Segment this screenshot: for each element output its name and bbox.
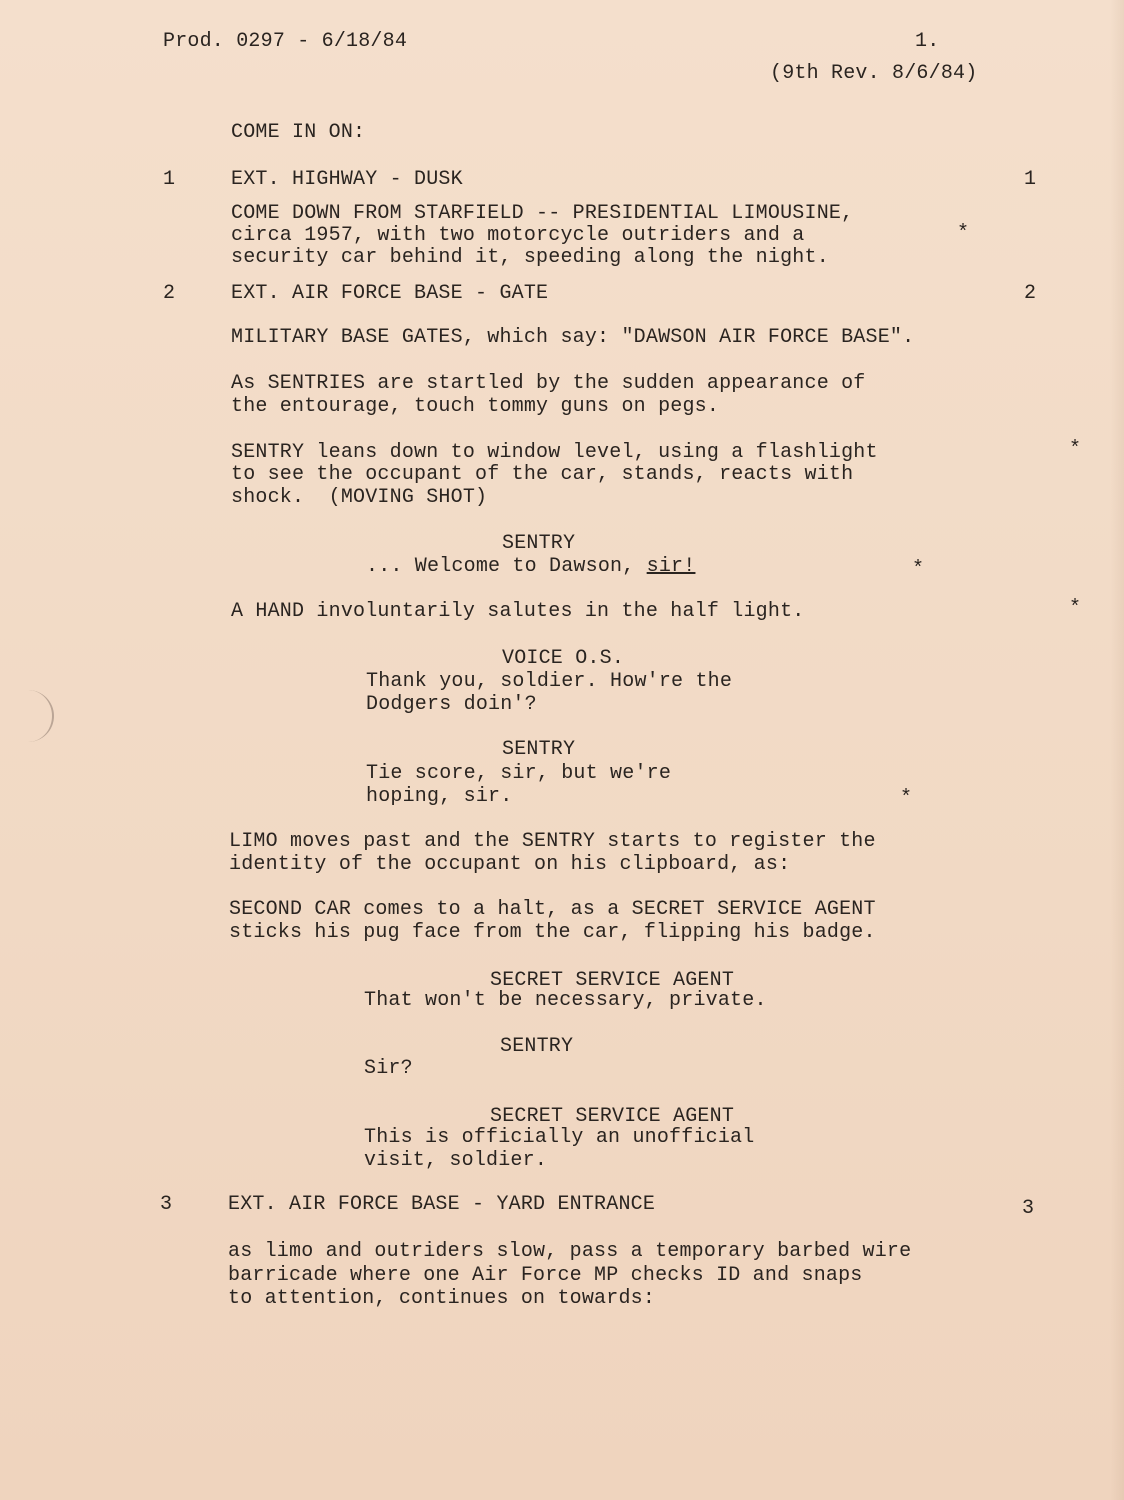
production-header: Prod. 0297 - 6/18/84 <box>163 30 408 53</box>
scene-heading: EXT. AIR FORCE BASE - GATE <box>231 282 549 305</box>
dialogue-line: hoping, sir. <box>366 785 513 808</box>
action-line: to attention, continues on towards: <box>228 1287 656 1310</box>
action-line: identity of the occupant on his clipboard, as: <box>229 853 791 876</box>
dialogue-line: This is officially an unofficial <box>364 1126 755 1149</box>
dialogue-line: That won't be necessary, private. <box>364 989 767 1012</box>
character-name: SENTRY <box>502 738 576 761</box>
dialogue-line: Thank you, soldier. How're the <box>366 670 733 693</box>
scene-number-left: 1 <box>163 168 176 191</box>
dialogue-text: ... Welcome to Dawson, <box>366 555 647 578</box>
action-line: SECOND CAR comes to a halt, as a SECRET SERVICE AGENT <box>229 898 876 921</box>
action-line: COME DOWN FROM STARFIELD -- PRESIDENTIAL LIMOUSINE, <box>231 202 854 225</box>
character-name: SENTRY <box>500 1035 574 1058</box>
page-edge-shadow <box>1110 0 1124 1500</box>
action-line: LIMO moves past and the SENTRY starts to register the <box>229 830 876 853</box>
action-line: A HAND involuntarily salutes in the half light. <box>231 600 805 623</box>
character-name: VOICE O.S. <box>502 647 625 670</box>
action-line: shock. (MOVING SHOT) <box>231 486 488 509</box>
revision-asterisk: * <box>900 787 913 810</box>
binder-hole-mark <box>22 690 54 742</box>
scene-heading: EXT. HIGHWAY - DUSK <box>231 168 463 191</box>
scene-number-right: 3 <box>1022 1197 1035 1220</box>
scene-number-right: 1 <box>1024 168 1037 191</box>
action-line: As SENTRIES are startled by the sudden appearance of <box>231 372 866 395</box>
dialogue-underlined: sir! <box>646 555 696 578</box>
revision-asterisk: * <box>912 558 925 581</box>
action-line: sticks his pug face from the car, flipping his badge. <box>229 921 876 944</box>
action-line: barricade where one Air Force MP checks ID and snaps <box>228 1264 863 1287</box>
scene-number-left: 3 <box>160 1193 173 1216</box>
action-line: the entourage, touch tommy guns on pegs. <box>231 395 720 418</box>
scene-number-right: 2 <box>1024 282 1037 305</box>
dialogue-line: Sir? <box>364 1057 413 1080</box>
dialogue-line: visit, soldier. <box>364 1149 548 1172</box>
scene-number-left: 2 <box>163 282 176 305</box>
action-line: SENTRY leans down to window level, using a flashlight <box>231 441 878 464</box>
scene-heading: EXT. AIR FORCE BASE - YARD ENTRANCE <box>228 1193 656 1216</box>
revision-asterisk: * <box>1069 438 1082 461</box>
character-name: SENTRY <box>502 532 576 555</box>
action-line: MILITARY BASE GATES, which say: "DAWSON AIR FORCE BASE". <box>231 326 915 349</box>
dialogue-line: Tie score, sir, but we're <box>366 762 672 785</box>
action-line: to see the occupant of the car, stands, reacts with <box>231 463 854 486</box>
action-line: as limo and outriders slow, pass a temporary barbed wire <box>228 1240 912 1263</box>
character-name: SECRET SERVICE AGENT <box>490 1105 735 1128</box>
dialogue-line: Dodgers doin'? <box>366 693 537 716</box>
revision-note: (9th Rev. 8/6/84) <box>770 62 978 85</box>
revision-asterisk: * <box>1069 597 1082 620</box>
revision-asterisk: * <box>957 222 970 245</box>
action-line: circa 1957, with two motorcycle outriders and a <box>231 224 805 247</box>
transition-text: COME IN ON: <box>231 121 366 144</box>
character-name: SECRET SERVICE AGENT <box>490 969 735 992</box>
action-line: security car behind it, speeding along the night. <box>231 246 829 269</box>
page-number: 1. <box>915 30 940 53</box>
dialogue-line <box>366 556 695 578</box>
